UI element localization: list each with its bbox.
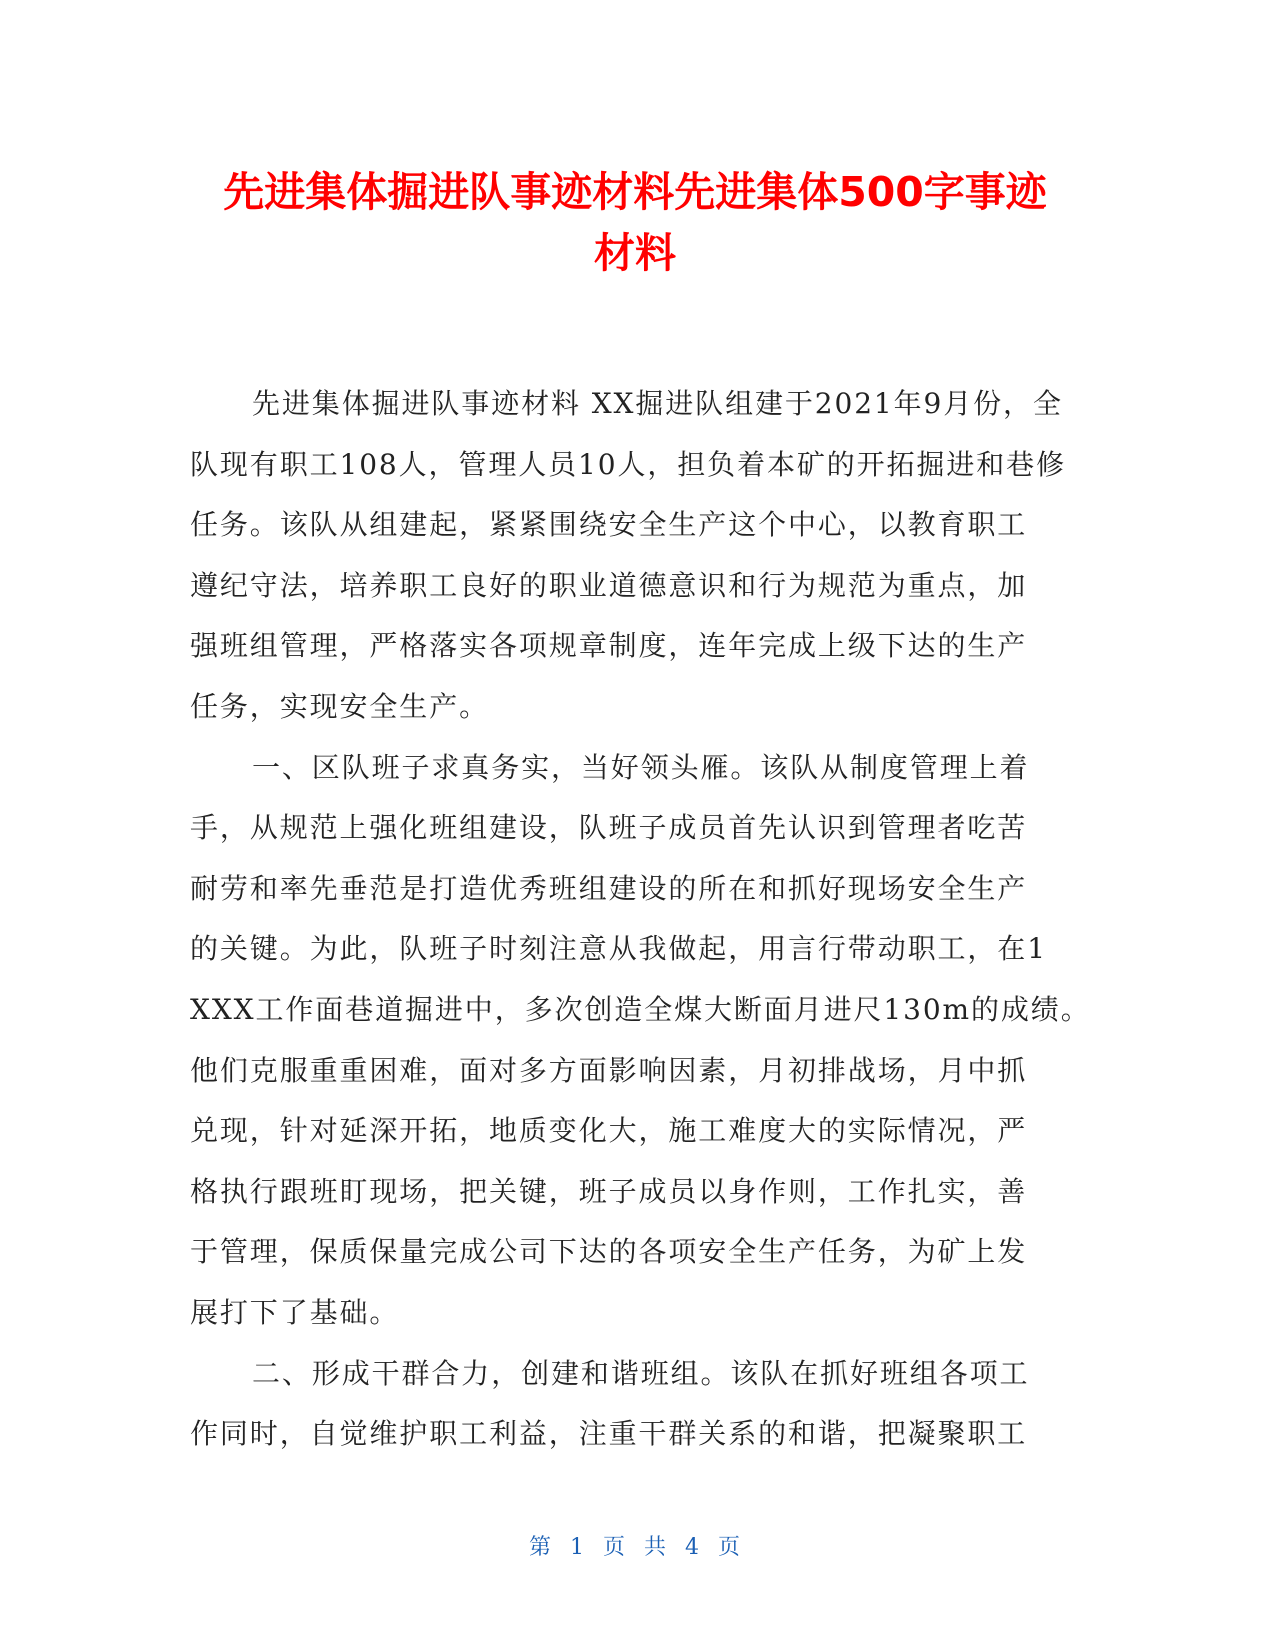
text-line: 展打下了基础。: [190, 1295, 400, 1329]
title-line-2: 材料: [594, 229, 676, 277]
text-line: XXX工作面巷道掘进中，多次创造全煤大断面月进尺130m的成绩。: [190, 992, 1091, 1026]
document-body: [190, 374, 1091, 1465]
text-line: 于管理，保质保量完成公司下达的各项安全生产任务，为矿上发: [190, 1235, 1028, 1269]
text-line: 二、形成干群合力，创建和谐班组。该队在抓好班组各项工: [252, 1356, 1030, 1390]
text-line: 格执行跟班盯现场，把关键，班子成员以身作则，工作扎实，善: [190, 1174, 1028, 1208]
title-line-1: 先进集体掘进队事迹材料先进集体500字事迹: [223, 168, 1047, 216]
text-line: 兑现，针对延深开拓，地质变化大，施工难度大的实际情况，严: [190, 1114, 1028, 1148]
paragraph-1: [190, 374, 1070, 738]
text-line: 强班组管理，严格落实各项规章制度，连年完成上级下达的生产: [190, 629, 1028, 663]
text-line: 手，从规范上强化班组建设，队班子成员首先认识到管理者吃苦: [190, 811, 1028, 845]
paragraph-3: [190, 1344, 1070, 1465]
text-line: 的关键。为此，队班子时刻注意从我做起，用言行带动职工，在1: [190, 932, 1047, 966]
text-line: 他们克服重重困难，面对多方面影响因素，月初排战场，月中抓: [190, 1053, 1028, 1087]
text-line: 任务，实现安全生产。: [190, 689, 490, 723]
text-line: 作同时，自觉维护职工利益，注重干群关系的和谐，把凝聚职工: [190, 1417, 1028, 1451]
text-line: 队现有职工108人，管理人员10人，担负着本矿的开拓掘进和巷修: [190, 447, 1066, 481]
page-footer: 第 1 页 共 4 页: [529, 1535, 746, 1560]
document-title: [190, 162, 1080, 284]
text-line: 遵纪守法，培养职工良好的职业道德意识和行为规范为重点，加: [190, 568, 1028, 602]
text-line: 先进集体掘进队事迹材料 XX掘进队组建于2021年9月份，全: [252, 387, 1063, 420]
text-line: 耐劳和率先垂范是打造优秀班组建设的所在和抓好现场安全生产: [190, 871, 1028, 905]
paragraph-2: [190, 738, 1091, 1344]
text-line: 任务。该队从组建起，紧紧围绕安全生产这个中心，以教育职工: [190, 508, 1028, 542]
text-line: 一、区队班子求真务实，当好领头雁。该队从制度管理上着: [252, 750, 1030, 784]
